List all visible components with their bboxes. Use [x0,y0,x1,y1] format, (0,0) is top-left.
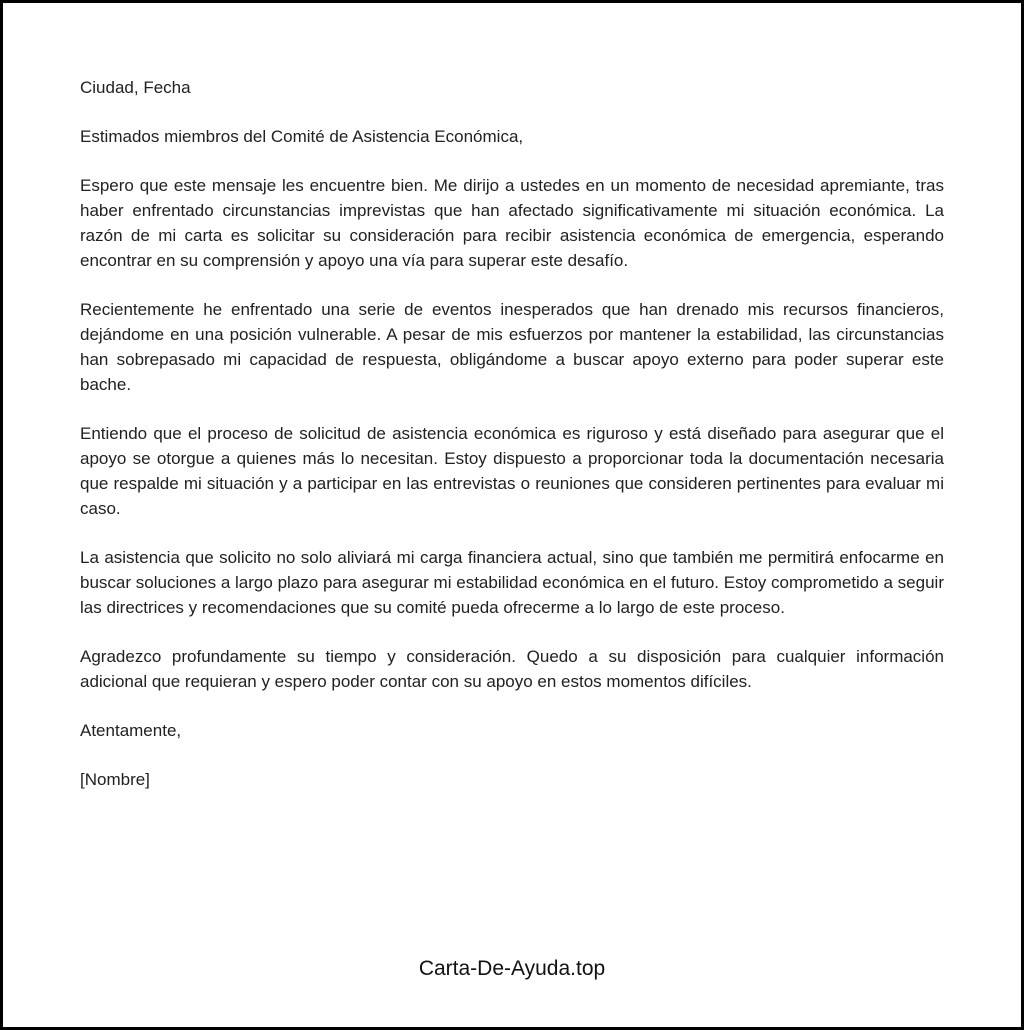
letter-dateline: Ciudad, Fecha [80,78,191,97]
letter-paragraph-1: Espero que este mensaje les encuentre bien. Me dirijo a ustedes en un momento de necesidad apremiante, tras haber enfrentado circunstancias imprevistas que han afectado significativamente mi situación económica. La razón de mi carta es solicitar su consideración para recibir asistencia económica de emergencia, esperando encontrar en su comprensión y apoyo una vía para superar este desafío. [80,176,944,270]
site-footer-watermark: Carta-De-Ayuda.top [418,957,606,980]
letter-salutation: Estimados miembros del Comité de Asistencia Económica, [80,127,524,146]
letter-paragraph-2: Recientemente he enfrentado una serie de eventos inesperados que han drenado mis recursos financieros, dejándome en una posición vulnerable. A pesar de mis esfuerzos por mantener la estabilidad, las circunstancias han sobrepasado mi capacidad de respuesta, obligándome a buscar apoyo externo para poder superar este bache. [80,300,944,394]
letter-paragraph-4: La asistencia que solicito no solo aliviará mi carga financiera actual, sino que también me permitirá enfocarme en buscar soluciones a largo plazo para asegurar mi estabilidad económica en el futuro. Estoy comprometido a seguir las directrices y recomendaciones que su comité pueda ofrecerme a lo largo de este proceso. [80,548,944,617]
letter-signature-placeholder: [Nombre] [80,770,150,789]
letter-body [3,3,1021,792]
letter-paragraph-3: Entiendo que el proceso de solicitud de asistencia económica es riguroso y está diseñado para asegurar que el apoyo se otorgue a quienes más lo necesitan. Estoy dispuesto a proporcionar toda la documentación necesaria que respalde mi situación y a participar en las entrevistas o reuniones que consideren pertinentes para evaluar mi caso. [80,424,944,518]
letter-paragraph-5: Agradezco profundamente su tiempo y consideración. Quedo a su disposición para cualquier información adicional que requieran y espero poder contar con su apoyo en estos momentos difíciles. [80,647,944,691]
letter-closing: Atentamente, [80,721,182,740]
